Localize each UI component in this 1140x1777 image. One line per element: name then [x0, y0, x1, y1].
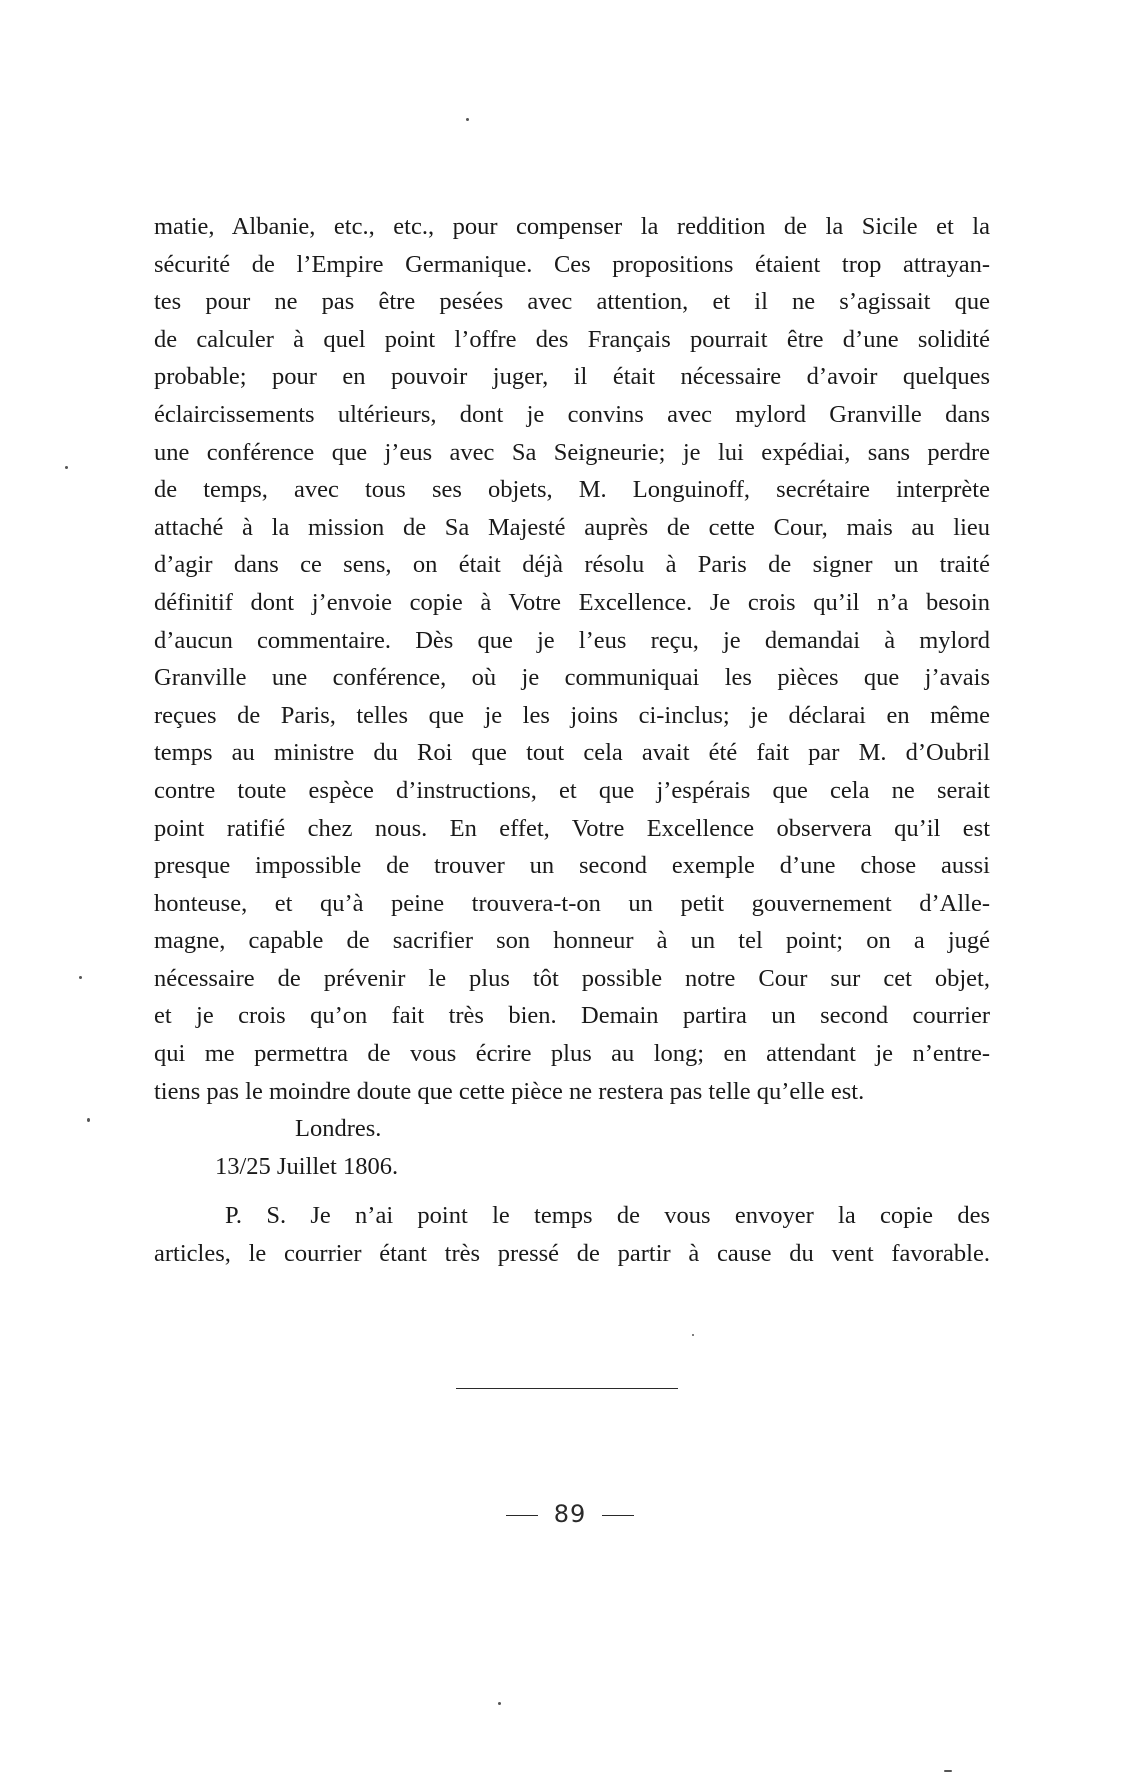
text-line: qui me permettra de vous écrire plus au long; en attendant je n’entre- — [154, 1040, 990, 1068]
paper-speck — [692, 1334, 694, 1336]
postscript — [154, 1197, 990, 1272]
section-rule — [456, 1388, 678, 1389]
text-line: temps au ministre du Roi que tout cela avait été fait par M. d’Oubril — [154, 739, 990, 767]
text-line: Granville une conférence, où je communiquai les pièces que j’avais — [154, 664, 990, 692]
postscript-line: articles, le courrier étant très pressé de partir à cause du vent favorable. — [154, 1240, 990, 1268]
paper-speck — [466, 118, 469, 121]
paper-speck — [87, 1118, 90, 1122]
text-line: d’agir dans ce sens, on était déjà résolu à Paris de signer un traité — [154, 551, 990, 579]
text-line: de temps, avec tous ses objets, M. Longuinoff, secrétaire interprète — [154, 476, 990, 504]
text-line: d’aucun commentaire. Dès que je l’eus reçu, je demandai à mylord — [154, 626, 990, 654]
text-line: de calculer à quel point l’offre des Français pourrait être d’une solidité — [154, 325, 990, 353]
text-line: une conférence que j’eus avec Sa Seigneurie; je lui expédiai, sans perdre — [154, 438, 990, 466]
paper-speck — [498, 1702, 501, 1705]
text-line: nécessaire de prévenir le plus tôt possible notre Cour sur cet objet, — [154, 964, 990, 992]
text-line: tes pour ne pas être pesées avec attention, et il ne s’agissait que — [154, 288, 990, 316]
letter-body — [154, 208, 990, 1273]
text-line: presque impossible de trouver un second exemple d’une chose aussi — [154, 852, 990, 880]
folio-dash-right — [602, 1515, 634, 1516]
text-line: probable; pour en pouvoir juger, il était nécessaire d’avoir quelques — [154, 363, 990, 391]
paper-speck — [944, 1770, 952, 1772]
text-line: attaché à la mission de Sa Majesté auprès de cette Cour, mais au lieu — [154, 513, 990, 541]
text-line: et je crois qu’on fait très bien. Demain partira un second courrier — [154, 1002, 990, 1030]
letter-date: 13/25 Juillet 1806. — [215, 1152, 399, 1180]
folio-dash-left — [506, 1515, 538, 1516]
text-line: définitif dont j’envoie copie à Votre Excellence. Je crois qu’il n’a besoin — [154, 588, 990, 616]
postscript-line: P. S. Je n’ai point le temps de vous envoyer la copie des — [225, 1202, 990, 1230]
text-line: honteuse, et qu’à peine trouvera-t-on un petit gouvernement d’Alle- — [154, 889, 990, 917]
paper-speck — [79, 976, 82, 979]
text-line: matie, Albanie, etc., etc., pour compenser la reddition de la Sicile et la — [154, 213, 990, 240]
page-number — [470, 1500, 670, 1528]
text-line: reçues de Paris, telles que je les joins ci-inclus; je déclarai en même — [154, 701, 990, 729]
text-line: contre toute espèce d’instructions, et que j’espérais que cela ne serait — [154, 776, 990, 804]
page-number-value: 89 — [553, 1500, 587, 1528]
text-line: éclaircissements ultérieurs, dont je convins avec mylord Granville dans — [154, 400, 990, 428]
text-line: tiens pas le moindre doute que cette pièce ne restera pas telle qu’elle est. — [154, 1077, 865, 1105]
paper-speck — [65, 466, 68, 469]
text-line: point ratifié chez nous. En effet, Votre Excellence observera qu’il est — [154, 814, 990, 842]
letter-place: Londres. — [295, 1115, 382, 1143]
text-line: magne, capable de sacrifier son honneur à un tel point; on a jugé — [154, 927, 990, 955]
text-line: sécurité de l’Empire Germanique. Ces propositions étaient trop attrayan- — [154, 250, 990, 278]
